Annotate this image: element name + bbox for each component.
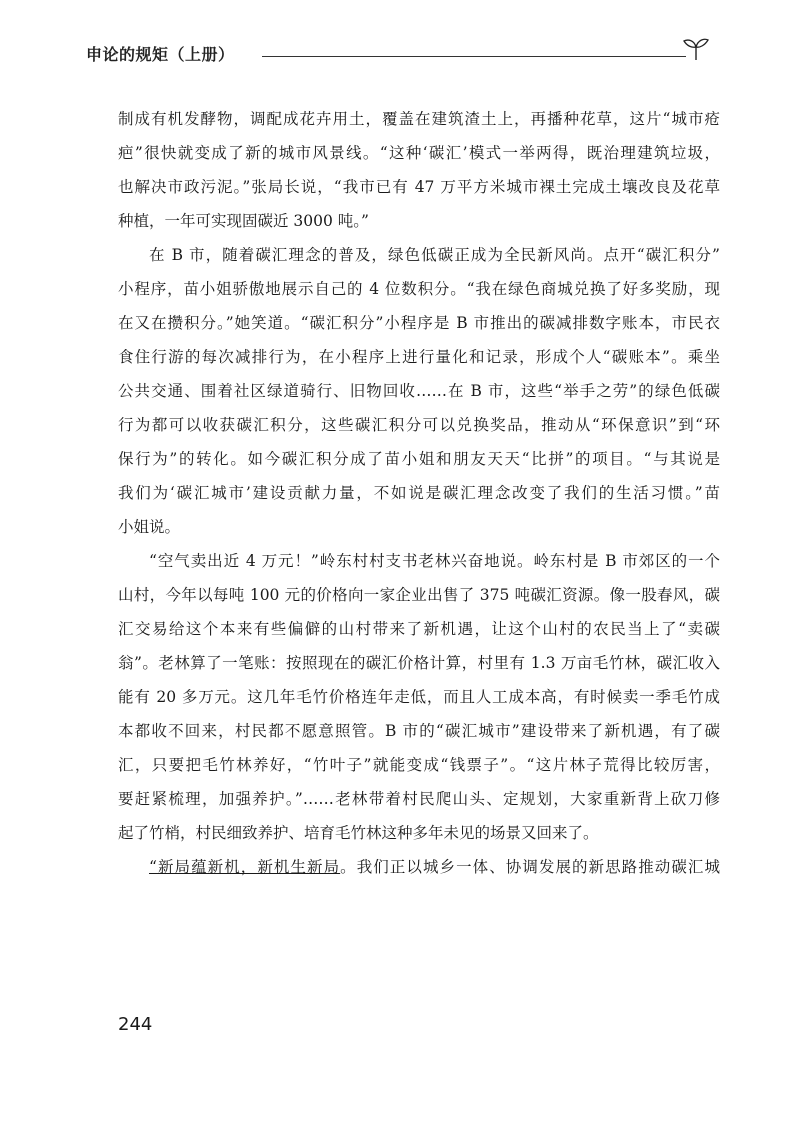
paragraph-2 [118,238,720,544]
text-line: 公共交通、围着社区绿道骑行、旧物回收……在 B 市，这些“举手之劳”的绿色低碳 [118,382,720,400]
text-line: 行为都可以收获碳汇积分，这些碳汇积分可以兑换奖品，推动从“环保意识”到“环 [118,416,720,434]
sprout-icon [682,34,710,62]
text-line: 我们为‘碳汇城市’建设贡献力量，不如说是碳汇理念改变了我们的生活习惯。”苗 [118,484,720,502]
text-line: 山村，今年以每吨 100 元的价格向一家企业出售了 375 吨碳汇资源。像一股春风，碳 [118,586,720,604]
text-line [118,850,720,884]
text-line: 保行为”的转化。如今碳汇积分成了苗小姐和朋友天天“比拼”的项目。“与其说是 [118,450,720,468]
text-line: 疤”很快就变成了新的城市风景线。“这种‘碳汇’模式一举两得，既治理建筑垃圾， [118,144,720,162]
text-line: 在 B 市，随着碳汇理念的普及，绿色低碳正成为全民新风尚。点开“碳汇积分” [149,246,720,264]
text-line: 本都收不回来，村民都不愿意照管。B 市的“碳汇城市”建设带来了新机遇，有了碳 [118,722,720,740]
paragraph-1 [118,102,720,238]
text-line: 食住行游的每次减排行为，在小程序上进行量化和记录，形成个人“碳账本”。乘坐 [118,348,720,366]
text-line: 要赶紧梳理，加强养护。”……老林带着村民爬山头、定规划，大家重新背上砍刀修 [118,790,720,808]
text-line: 起了竹梢，村民细致养护、培育毛竹林这种多年未见的场景又回来了。 [118,824,599,842]
running-header [86,34,716,70]
text-line: “空气卖出近 4 万元！”岭东村村支书老林兴奋地说。岭东村是 B 市郊区的一个 [149,552,720,570]
text-line: 小程序，苗小姐骄傲地展示自己的 4 位数积分。“我在绿色商城兑换了好多奖励，现 [118,280,720,298]
text-line: 在又在攒积分。”她笑道。“碳汇积分”小程序是 B 市推出的碳减排数字账本，市民衣 [118,314,720,332]
text-line: 也解决市政污泥。”张局长说，“我市已有 47 万平方米城市裸土完成土壤改良及花草 [118,178,720,196]
paragraph-4 [118,850,720,884]
header-title: 申论的规矩（上册） [86,45,235,64]
text-line: 汇交易给这个本来有些偏僻的山村带来了新机遇，让这个山村的农民当上了“卖碳 [118,620,720,638]
text-line: 制成有机发酵物，调配成花卉用土，覆盖在建筑渣土上，再播种花草，这片“城市疮 [118,110,720,128]
text-line: 小姐说。 [118,518,181,536]
body-text [118,102,720,884]
paragraph-3 [118,544,720,850]
text-fragment: 。我们正以城乡一体、协调发展的新思路推动碳汇城 [340,858,720,876]
underlined-phrase: “新局蕴新机，新机生新局 [149,858,341,876]
text-line: 能有 20 多万元。这几年毛竹价格连年走低，而且人工成本高，有时候卖一季毛竹成 [118,688,720,706]
text-line: 翁”。老林算了一笔账：按照现在的碳汇价格计算，村里有 1.3 万亩毛竹林，碳汇收入 [118,654,720,672]
text-line: 种植，一年可实现固碳近 3000 吨。” [118,212,369,230]
header-rule [262,56,686,57]
page-number: 244 [118,1014,153,1035]
text-line: 汇，只要把毛竹林养好，“竹叶子”就能变成“钱票子”。“这片林子荒得比较厉害， [118,756,720,774]
